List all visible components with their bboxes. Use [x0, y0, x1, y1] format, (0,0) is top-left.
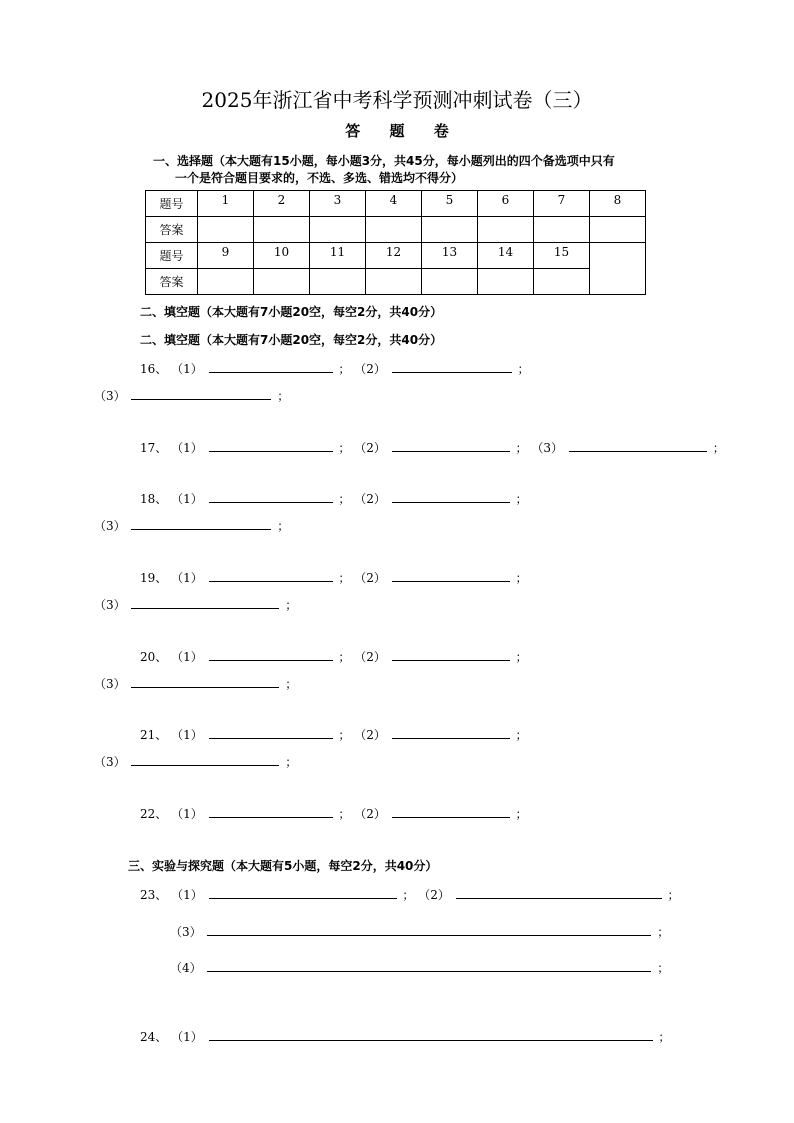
answer-blank[interactable] [207, 958, 651, 972]
semicolon: ； [277, 389, 290, 403]
answer-blank[interactable] [392, 725, 510, 739]
part-label: （3） [170, 925, 202, 939]
answer-blank[interactable] [569, 438, 707, 452]
answer-blank[interactable] [456, 885, 662, 899]
part-label: （2） [354, 650, 386, 664]
question-22-row [140, 804, 528, 822]
part-label: （3） [94, 677, 126, 691]
part-label: （3） [94, 598, 126, 612]
question-number-cell: 8 [590, 191, 646, 217]
question-number: 24、 [140, 1030, 168, 1044]
question-number: 22、 [140, 807, 168, 821]
semicolon: ； [277, 519, 290, 533]
row-label-number: 题号 [146, 191, 198, 217]
question-number-cell: 12 [366, 243, 422, 269]
answer-blank[interactable] [209, 647, 333, 661]
semicolon: ； [338, 571, 351, 585]
semicolon: ； [657, 961, 670, 975]
answer-cell[interactable] [534, 217, 590, 243]
semicolon: ； [285, 677, 298, 691]
question-number-cell: 6 [478, 191, 534, 217]
question-17-row [140, 438, 725, 456]
answer-cell[interactable] [366, 269, 422, 295]
question-number: 18、 [140, 492, 168, 506]
question-number: 16、 [140, 362, 168, 376]
question-21-row-2 [94, 752, 297, 770]
row-label-answer: 答案 [146, 217, 198, 243]
part-label: （2） [354, 807, 386, 821]
semicolon: ； [712, 441, 725, 455]
answer-blank[interactable] [207, 922, 651, 936]
subtitle-char: 题 [389, 122, 405, 140]
answer-blank[interactable] [209, 885, 397, 899]
answer-blank[interactable] [131, 752, 279, 766]
question-number-cell: 14 [478, 243, 534, 269]
answer-blank[interactable] [392, 568, 510, 582]
answer-cell[interactable] [254, 217, 310, 243]
question-19-row-2 [94, 595, 297, 613]
subtitle-char: 卷 [433, 122, 449, 140]
semicolon: ； [338, 362, 351, 376]
answer-blank[interactable] [392, 359, 512, 373]
question-21-row [140, 725, 528, 743]
answer-cell[interactable] [422, 269, 478, 295]
question-number-cell: 15 [534, 243, 590, 269]
semicolon: ； [338, 807, 351, 821]
semicolon: ； [338, 650, 351, 664]
answer-blank[interactable] [209, 359, 333, 373]
answer-cell[interactable] [422, 217, 478, 243]
question-number-cell: 1 [198, 191, 254, 217]
answer-blank[interactable] [209, 489, 333, 503]
answer-blank[interactable] [131, 674, 279, 688]
semicolon: ； [515, 728, 528, 742]
answer-blank[interactable] [209, 804, 333, 818]
question-23-row [140, 885, 680, 903]
question-18-row [140, 489, 528, 507]
semicolon: ； [402, 888, 415, 902]
semicolon: ； [515, 650, 528, 664]
question-number-cell: 11 [310, 243, 366, 269]
question-19-row [140, 568, 528, 586]
semicolon: ； [658, 1030, 671, 1044]
question-23-row-4 [170, 958, 669, 976]
part-label: （1） [171, 888, 203, 902]
part-label: （1） [171, 492, 203, 506]
answer-cell[interactable] [534, 269, 590, 295]
part-label: （2） [354, 362, 386, 376]
part-label: （4） [170, 961, 202, 975]
part-label: （1） [171, 441, 203, 455]
answer-cell[interactable] [310, 217, 366, 243]
part-label: （2） [418, 888, 450, 902]
part-label: （1） [171, 807, 203, 821]
semicolon: ； [515, 807, 528, 821]
semicolon: ； [517, 362, 530, 376]
part-label: （1） [171, 650, 203, 664]
question-18-row-2 [94, 516, 289, 534]
answer-blank[interactable] [392, 489, 510, 503]
row-label-number: 题号 [146, 243, 198, 269]
question-number-cell: 5 [422, 191, 478, 217]
answer-cell[interactable] [198, 269, 254, 295]
part-label: （1） [171, 571, 203, 585]
question-number: 21、 [140, 728, 168, 742]
page-title: 2025年浙江省中考科学预测冲刺试卷（三） [201, 88, 593, 112]
semicolon: ； [515, 492, 528, 506]
answer-blank[interactable] [131, 386, 271, 400]
part-label: （2） [354, 571, 386, 585]
semicolon: ； [657, 925, 670, 939]
question-number: 20、 [140, 650, 168, 664]
semicolon: ； [338, 492, 351, 506]
section2-heading: 二、填空题（本大题有7小题20空，每空2分，共40分） [140, 333, 443, 347]
part-label: （3） [94, 519, 126, 533]
answer-cell[interactable] [310, 269, 366, 295]
semicolon: ； [285, 755, 298, 769]
part-label: （1） [171, 362, 203, 376]
table-row [146, 243, 646, 269]
question-number-cell: 10 [254, 243, 310, 269]
semicolon: ； [285, 598, 298, 612]
part-label: （2） [354, 492, 386, 506]
question-20-row-2 [94, 674, 297, 692]
semicolon: ； [667, 888, 680, 902]
table-row [146, 217, 646, 243]
question-20-row [140, 647, 528, 665]
semicolon: ； [338, 728, 351, 742]
subtitle-char: 答 [345, 122, 361, 140]
answer-blank[interactable] [209, 725, 333, 739]
answer-cell[interactable] [478, 217, 534, 243]
answer-blank[interactable] [392, 804, 510, 818]
part-label: （3） [94, 755, 126, 769]
part-label: （2） [354, 728, 386, 742]
answer-blank[interactable] [131, 516, 271, 530]
answer-cell[interactable] [198, 217, 254, 243]
answer-cell[interactable] [366, 217, 422, 243]
part-label: （1） [171, 728, 203, 742]
question-23-row-3 [170, 922, 669, 940]
semicolon: ； [515, 441, 528, 455]
answer-cell[interactable] [478, 269, 534, 295]
section2-heading: 二、填空题（本大题有7小题20空，每空2分，共40分） [140, 305, 443, 319]
question-number-cell: 2 [254, 191, 310, 217]
page-subtitle [0, 120, 794, 141]
answer-blank[interactable] [209, 1027, 653, 1041]
table-row [146, 269, 646, 295]
question-number: 23、 [140, 888, 168, 902]
table-row [146, 191, 646, 217]
answer-table [145, 190, 646, 295]
section1-heading-line1: 一、选择题（本大题有15小题，每小题3分，共45分，每小题列出的四个备选项中只有 [153, 154, 615, 168]
answer-blank[interactable] [392, 647, 510, 661]
answer-cell[interactable] [590, 217, 646, 243]
part-label: （3） [531, 441, 564, 455]
question-number-cell: 9 [198, 243, 254, 269]
answer-blank[interactable] [392, 438, 510, 452]
section1-heading-line2: 一个是符合题目要求的，不选、多选、错选均不得分） [175, 171, 464, 185]
semicolon: ； [515, 571, 528, 585]
question-number: 17、 [140, 441, 168, 455]
question-number-cell: 7 [534, 191, 590, 217]
section3-heading: 三、实验与探究题（本大题有5小题，每空2分，共40分） [128, 859, 438, 873]
question-number-cell: 3 [310, 191, 366, 217]
question-number: 19、 [140, 571, 168, 585]
section1-heading [153, 153, 713, 187]
part-label: （1） [171, 1030, 203, 1044]
question-number-cell: 4 [366, 191, 422, 217]
semicolon: ； [338, 441, 351, 455]
question-16-row [140, 359, 530, 377]
part-label: （3） [94, 389, 126, 403]
part-label: （2） [354, 441, 386, 455]
empty-cell [590, 243, 646, 295]
question-number-cell: 13 [422, 243, 478, 269]
answer-blank[interactable] [209, 438, 333, 452]
answer-blank[interactable] [209, 568, 333, 582]
question-16-row-2 [94, 386, 289, 404]
question-24-row [140, 1027, 670, 1045]
answer-cell[interactable] [254, 269, 310, 295]
answer-blank[interactable] [131, 595, 279, 609]
row-label-answer: 答案 [146, 269, 198, 295]
